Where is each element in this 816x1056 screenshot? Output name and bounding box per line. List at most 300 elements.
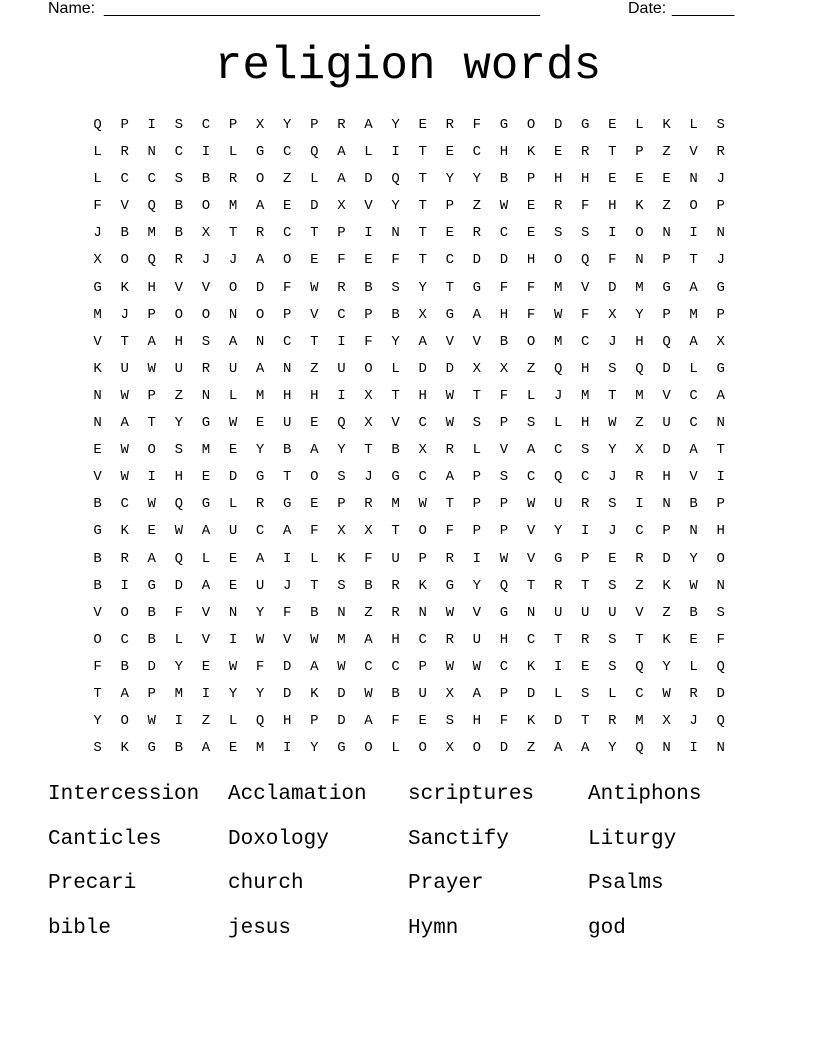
grid-letter[interactable]: B bbox=[391, 442, 400, 459]
grid-letter[interactable]: W bbox=[174, 523, 184, 540]
grid-letter[interactable]: W bbox=[445, 415, 454, 432]
grid-letter[interactable]: U bbox=[255, 577, 265, 594]
grid-letter[interactable]: E bbox=[608, 117, 617, 133]
grid-letter[interactable]: V bbox=[689, 144, 698, 161]
grid-letter[interactable]: O bbox=[526, 333, 536, 350]
grid-letter[interactable]: W bbox=[364, 685, 373, 702]
grid-letter[interactable]: A bbox=[553, 740, 563, 757]
grid-letter[interactable]: I bbox=[364, 225, 373, 242]
grid-letter[interactable]: J bbox=[608, 333, 617, 350]
grid-letter[interactable]: N bbox=[418, 604, 427, 621]
grid-letter[interactable]: O bbox=[93, 631, 102, 648]
grid-letter[interactable]: W bbox=[472, 658, 482, 675]
grid-letter[interactable]: O bbox=[201, 306, 211, 323]
grid-letter[interactable]: V bbox=[635, 604, 644, 621]
grid-letter[interactable]: T bbox=[445, 279, 454, 296]
grid-letter[interactable]: E bbox=[526, 198, 536, 215]
grid-letter[interactable]: F bbox=[174, 604, 184, 621]
grid-letter[interactable]: D bbox=[174, 577, 184, 594]
grid-letter[interactable]: T bbox=[120, 333, 129, 350]
grid-letter[interactable]: Y bbox=[553, 523, 563, 540]
grid-letter[interactable]: F bbox=[391, 713, 400, 730]
grid-letter[interactable]: X bbox=[337, 523, 346, 540]
grid-letter[interactable]: G bbox=[147, 577, 156, 594]
grid-letter[interactable]: Q bbox=[337, 415, 346, 432]
grid-letter[interactable]: A bbox=[526, 442, 536, 459]
grid-letter[interactable]: N bbox=[255, 333, 265, 350]
grid-letter[interactable]: D bbox=[716, 685, 725, 702]
grid-letter[interactable]: S bbox=[608, 360, 617, 377]
grid-letter[interactable]: D bbox=[608, 279, 617, 296]
grid-letter[interactable]: T bbox=[310, 225, 319, 242]
grid-letter[interactable]: D bbox=[283, 658, 292, 675]
grid-letter[interactable]: N bbox=[716, 415, 725, 432]
grid-letter[interactable]: M bbox=[553, 279, 563, 296]
grid-letter[interactable]: Z bbox=[662, 198, 671, 215]
grid-letter[interactable]: T bbox=[418, 171, 427, 188]
grid-letter[interactable]: R bbox=[255, 225, 265, 242]
grid-letter[interactable]: B bbox=[310, 604, 319, 621]
grid-letter[interactable]: Y bbox=[689, 550, 698, 567]
grid-letter[interactable]: G bbox=[283, 496, 292, 513]
grid-letter[interactable]: T bbox=[283, 469, 292, 486]
grid-letter[interactable]: Z bbox=[201, 713, 211, 730]
grid-letter[interactable]: C bbox=[283, 333, 292, 350]
grid-letter[interactable]: H bbox=[147, 279, 156, 296]
grid-letter[interactable]: Y bbox=[608, 442, 617, 459]
grid-letter[interactable]: P bbox=[120, 117, 129, 133]
grid-letter[interactable]: R bbox=[364, 496, 373, 513]
grid-letter[interactable]: M bbox=[147, 225, 156, 242]
grid-letter[interactable]: P bbox=[364, 306, 373, 323]
grid-letter[interactable]: W bbox=[553, 306, 563, 323]
grid-letter[interactable]: A bbox=[716, 387, 725, 404]
grid-letter[interactable]: O bbox=[310, 469, 319, 486]
grid-letter[interactable]: M bbox=[391, 496, 400, 513]
grid-letter[interactable]: Q bbox=[174, 496, 184, 513]
grid-letter[interactable]: N bbox=[337, 604, 346, 621]
grid-letter[interactable]: D bbox=[228, 469, 238, 486]
grid-letter[interactable]: D bbox=[662, 360, 671, 377]
grid-letter[interactable]: P bbox=[472, 496, 482, 513]
grid-letter[interactable]: B bbox=[93, 577, 102, 594]
grid-letter[interactable]: E bbox=[228, 740, 238, 757]
grid-letter[interactable]: W bbox=[526, 496, 536, 513]
grid-letter[interactable]: H bbox=[526, 252, 536, 269]
grid-letter[interactable]: T bbox=[147, 415, 156, 432]
grid-letter[interactable]: Z bbox=[635, 577, 644, 594]
grid-letter[interactable]: W bbox=[255, 631, 265, 648]
grid-letter[interactable]: D bbox=[255, 279, 265, 296]
grid-letter[interactable]: N bbox=[716, 225, 725, 242]
grid-letter[interactable]: C bbox=[635, 523, 644, 540]
grid-letter[interactable]: W bbox=[147, 496, 156, 513]
grid-letter[interactable]: S bbox=[174, 171, 184, 188]
grid-letter[interactable]: V bbox=[526, 550, 536, 567]
grid-letter[interactable]: K bbox=[526, 713, 536, 730]
grid-letter[interactable]: P bbox=[147, 685, 156, 702]
grid-letter[interactable]: S bbox=[472, 415, 482, 432]
grid-letter[interactable]: P bbox=[662, 306, 671, 323]
grid-letter[interactable]: P bbox=[418, 658, 427, 675]
grid-letter[interactable]: W bbox=[228, 415, 238, 432]
grid-letter[interactable]: E bbox=[364, 252, 373, 269]
grid-letter[interactable]: V bbox=[526, 523, 536, 540]
grid-letter[interactable]: R bbox=[553, 198, 563, 215]
grid-letter[interactable]: I bbox=[283, 550, 292, 567]
grid-letter[interactable]: U bbox=[337, 360, 346, 377]
grid-letter[interactable]: R bbox=[391, 604, 400, 621]
grid-letter[interactable]: L bbox=[228, 713, 238, 730]
grid-letter[interactable]: F bbox=[526, 279, 536, 296]
grid-letter[interactable]: X bbox=[418, 306, 427, 323]
grid-letter[interactable]: R bbox=[581, 631, 590, 648]
grid-letter[interactable]: T bbox=[689, 252, 698, 269]
grid-letter[interactable]: Q bbox=[553, 360, 563, 377]
grid-letter[interactable]: I bbox=[581, 523, 590, 540]
grid-letter[interactable]: E bbox=[228, 577, 238, 594]
grid-letter[interactable]: U bbox=[283, 415, 292, 432]
grid-letter[interactable]: A bbox=[364, 117, 373, 133]
grid-letter[interactable]: X bbox=[662, 713, 671, 730]
grid-letter[interactable]: P bbox=[499, 415, 509, 432]
grid-letter[interactable]: K bbox=[120, 279, 129, 296]
grid-letter[interactable]: I bbox=[689, 225, 698, 242]
grid-letter[interactable]: C bbox=[418, 469, 427, 486]
grid-letter[interactable]: I bbox=[391, 144, 400, 161]
grid-letter[interactable]: R bbox=[445, 550, 454, 567]
grid-letter[interactable]: R bbox=[445, 117, 454, 133]
grid-letter[interactable]: U bbox=[120, 360, 129, 377]
grid-letter[interactable]: P bbox=[147, 387, 156, 404]
grid-letter[interactable]: T bbox=[418, 144, 427, 161]
grid-letter[interactable]: N bbox=[716, 740, 725, 757]
grid-letter[interactable]: D bbox=[310, 198, 319, 215]
grid-letter[interactable]: Q bbox=[310, 144, 319, 161]
grid-letter[interactable]: W bbox=[418, 496, 427, 513]
grid-letter[interactable]: A bbox=[418, 333, 427, 350]
grid-letter[interactable]: T bbox=[526, 577, 536, 594]
grid-letter[interactable]: U bbox=[228, 523, 238, 540]
grid-letter[interactable]: T bbox=[391, 523, 400, 540]
grid-letter[interactable]: U bbox=[418, 685, 427, 702]
grid-letter[interactable]: A bbox=[364, 713, 373, 730]
grid-letter[interactable]: J bbox=[201, 252, 211, 269]
grid-letter[interactable]: F bbox=[526, 306, 536, 323]
grid-letter[interactable]: F bbox=[364, 333, 373, 350]
grid-letter[interactable]: G bbox=[662, 279, 671, 296]
grid-letter[interactable]: A bbox=[689, 442, 698, 459]
grid-letter[interactable]: H bbox=[581, 360, 590, 377]
grid-letter[interactable]: L bbox=[635, 117, 644, 133]
grid-letter[interactable]: W bbox=[120, 387, 129, 404]
grid-letter[interactable]: Q bbox=[255, 713, 265, 730]
grid-letter[interactable]: N bbox=[662, 496, 671, 513]
grid-letter[interactable]: L bbox=[364, 144, 373, 161]
grid-letter[interactable]: F bbox=[445, 523, 454, 540]
grid-letter[interactable]: V bbox=[93, 469, 102, 486]
grid-letter[interactable]: O bbox=[201, 198, 211, 215]
grid-letter[interactable]: T bbox=[93, 685, 102, 702]
grid-letter[interactable]: O bbox=[553, 252, 563, 269]
grid-letter[interactable]: N bbox=[201, 387, 211, 404]
grid-letter[interactable]: C bbox=[526, 469, 536, 486]
grid-letter[interactable]: A bbox=[255, 198, 265, 215]
grid-letter[interactable]: A bbox=[228, 333, 238, 350]
grid-letter[interactable]: X bbox=[472, 360, 482, 377]
grid-letter[interactable]: P bbox=[581, 550, 590, 567]
grid-letter[interactable]: O bbox=[283, 252, 292, 269]
grid-letter[interactable]: T bbox=[364, 442, 373, 459]
grid-letter[interactable]: R bbox=[472, 225, 482, 242]
grid-letter[interactable]: B bbox=[93, 550, 102, 567]
grid-letter[interactable]: I bbox=[337, 333, 346, 350]
grid-letter[interactable]: P bbox=[310, 117, 319, 133]
grid-letter[interactable]: Q bbox=[716, 658, 725, 675]
grid-letter[interactable]: K bbox=[662, 631, 671, 648]
grid-letter[interactable]: P bbox=[716, 198, 725, 215]
grid-letter[interactable]: C bbox=[337, 306, 346, 323]
grid-letter[interactable]: B bbox=[174, 740, 184, 757]
grid-letter[interactable]: S bbox=[608, 577, 617, 594]
grid-letter[interactable]: H bbox=[635, 333, 644, 350]
grid-letter[interactable]: B bbox=[499, 171, 509, 188]
grid-letter[interactable]: P bbox=[716, 306, 725, 323]
grid-letter[interactable]: N bbox=[228, 306, 238, 323]
grid-letter[interactable]: F bbox=[283, 604, 292, 621]
grid-letter[interactable]: V bbox=[689, 469, 698, 486]
grid-letter[interactable]: B bbox=[147, 604, 156, 621]
grid-letter[interactable]: D bbox=[337, 713, 346, 730]
grid-letter[interactable]: T bbox=[418, 198, 427, 215]
grid-letter[interactable]: J bbox=[689, 713, 698, 730]
grid-letter[interactable]: N bbox=[689, 171, 698, 188]
grid-letter[interactable]: T bbox=[608, 387, 617, 404]
grid-letter[interactable]: P bbox=[635, 144, 644, 161]
grid-letter[interactable]: G bbox=[445, 306, 454, 323]
grid-letter[interactable]: D bbox=[472, 252, 482, 269]
grid-letter[interactable]: H bbox=[499, 144, 509, 161]
grid-letter[interactable]: O bbox=[526, 117, 536, 133]
grid-letter[interactable]: X bbox=[93, 252, 102, 269]
grid-letter[interactable]: B bbox=[364, 279, 373, 296]
grid-letter[interactable]: M bbox=[581, 387, 590, 404]
grid-letter[interactable]: B bbox=[201, 171, 211, 188]
grid-letter[interactable]: E bbox=[581, 658, 590, 675]
grid-letter[interactable]: P bbox=[472, 469, 482, 486]
grid-letter[interactable]: F bbox=[283, 279, 292, 296]
grid-letter[interactable]: I bbox=[201, 685, 211, 702]
grid-letter[interactable]: Z bbox=[472, 198, 482, 215]
grid-letter[interactable]: H bbox=[391, 631, 400, 648]
grid-letter[interactable]: C bbox=[255, 523, 265, 540]
grid-letter[interactable]: R bbox=[391, 577, 400, 594]
grid-letter[interactable]: F bbox=[93, 658, 102, 675]
grid-letter[interactable]: C bbox=[283, 225, 292, 242]
grid-letter[interactable]: H bbox=[283, 387, 292, 404]
grid-letter[interactable]: K bbox=[662, 577, 671, 594]
grid-letter[interactable]: C bbox=[581, 333, 590, 350]
grid-letter[interactable]: A bbox=[337, 171, 346, 188]
grid-letter[interactable]: L bbox=[391, 360, 400, 377]
grid-letter[interactable]: Y bbox=[337, 442, 346, 459]
grid-letter[interactable]: Y bbox=[255, 685, 265, 702]
grid-letter[interactable]: E bbox=[553, 144, 563, 161]
grid-letter[interactable]: K bbox=[526, 658, 536, 675]
grid-letter[interactable]: H bbox=[174, 333, 184, 350]
grid-letter[interactable]: S bbox=[445, 713, 454, 730]
grid-letter[interactable]: Q bbox=[499, 577, 509, 594]
grid-letter[interactable]: X bbox=[201, 225, 211, 242]
grid-letter[interactable]: C bbox=[581, 469, 590, 486]
grid-letter[interactable]: E bbox=[93, 442, 102, 459]
grid-letter[interactable]: N bbox=[689, 523, 698, 540]
grid-letter[interactable]: N bbox=[391, 225, 400, 242]
grid-letter[interactable]: A bbox=[310, 658, 319, 675]
grid-letter[interactable]: J bbox=[608, 523, 617, 540]
grid-letter[interactable]: Y bbox=[662, 658, 671, 675]
grid-letter[interactable]: W bbox=[310, 631, 319, 648]
grid-letter[interactable]: P bbox=[499, 496, 509, 513]
grid-letter[interactable]: I bbox=[147, 469, 156, 486]
grid-letter[interactable]: N bbox=[662, 740, 671, 757]
grid-letter[interactable]: O bbox=[716, 550, 725, 567]
grid-letter[interactable]: O bbox=[255, 171, 265, 188]
grid-letter[interactable]: G bbox=[337, 740, 346, 757]
grid-letter[interactable]: B bbox=[93, 496, 102, 513]
grid-letter[interactable]: H bbox=[418, 387, 427, 404]
grid-letter[interactable]: W bbox=[228, 658, 238, 675]
grid-letter[interactable]: E bbox=[608, 171, 617, 188]
grid-letter[interactable]: A bbox=[472, 306, 482, 323]
grid-letter[interactable]: F bbox=[581, 306, 590, 323]
grid-letter[interactable]: O bbox=[418, 523, 427, 540]
grid-letter[interactable]: Z bbox=[364, 604, 373, 621]
grid-letter[interactable]: M bbox=[174, 685, 184, 702]
grid-letter[interactable]: E bbox=[635, 171, 644, 188]
grid-letter[interactable]: Y bbox=[418, 279, 427, 296]
grid-letter[interactable]: P bbox=[662, 252, 671, 269]
grid-letter[interactable]: V bbox=[201, 604, 211, 621]
grid-letter[interactable]: C bbox=[635, 685, 644, 702]
grid-letter[interactable]: P bbox=[228, 117, 238, 133]
grid-letter[interactable]: E bbox=[608, 550, 617, 567]
grid-letter[interactable]: P bbox=[716, 496, 725, 513]
grid-letter[interactable]: O bbox=[228, 279, 238, 296]
grid-letter[interactable]: W bbox=[608, 415, 617, 432]
grid-letter[interactable]: O bbox=[418, 740, 427, 757]
grid-letter[interactable]: B bbox=[364, 577, 373, 594]
grid-letter[interactable]: L bbox=[93, 144, 102, 161]
grid-letter[interactable]: S bbox=[337, 469, 346, 486]
grid-letter[interactable]: H bbox=[662, 469, 671, 486]
grid-letter[interactable]: R bbox=[120, 550, 129, 567]
grid-letter[interactable]: T bbox=[581, 577, 590, 594]
grid-letter[interactable]: R bbox=[120, 144, 129, 161]
grid-letter[interactable]: G bbox=[93, 279, 102, 296]
grid-letter[interactable]: P bbox=[662, 523, 671, 540]
grid-letter[interactable]: E bbox=[418, 117, 427, 133]
grid-letter[interactable]: E bbox=[255, 415, 265, 432]
grid-letter[interactable]: X bbox=[635, 442, 644, 459]
grid-letter[interactable]: V bbox=[174, 279, 184, 296]
grid-letter[interactable]: A bbox=[689, 333, 698, 350]
grid-letter[interactable]: W bbox=[689, 577, 698, 594]
grid-letter[interactable]: G bbox=[499, 117, 509, 133]
grid-letter[interactable]: W bbox=[445, 387, 454, 404]
grid-letter[interactable]: A bbox=[283, 523, 292, 540]
grid-letter[interactable]: K bbox=[662, 117, 671, 133]
grid-letter[interactable]: V bbox=[201, 631, 211, 648]
grid-letter[interactable]: C bbox=[283, 144, 292, 161]
grid-letter[interactable]: K bbox=[337, 550, 346, 567]
grid-letter[interactable]: M bbox=[201, 442, 211, 459]
grid-letter[interactable]: U bbox=[553, 604, 563, 621]
grid-letter[interactable]: A bbox=[147, 333, 156, 350]
grid-letter[interactable]: U bbox=[472, 631, 482, 648]
grid-letter[interactable]: F bbox=[499, 279, 509, 296]
grid-letter[interactable]: F bbox=[93, 198, 102, 215]
grid-letter[interactable]: D bbox=[418, 360, 427, 377]
grid-letter[interactable]: A bbox=[255, 550, 265, 567]
grid-letter[interactable]: F bbox=[255, 658, 265, 675]
grid-letter[interactable]: D bbox=[283, 685, 292, 702]
grid-letter[interactable]: T bbox=[716, 442, 725, 459]
grid-letter[interactable]: C bbox=[174, 144, 184, 161]
grid-letter[interactable]: J bbox=[228, 252, 238, 269]
grid-letter[interactable]: Y bbox=[255, 442, 265, 459]
grid-letter[interactable]: O bbox=[147, 442, 156, 459]
grid-letter[interactable]: T bbox=[553, 631, 563, 648]
grid-letter[interactable]: C bbox=[147, 171, 156, 188]
grid-letter[interactable]: S bbox=[581, 225, 590, 242]
grid-letter[interactable]: K bbox=[120, 523, 129, 540]
grid-letter[interactable]: U bbox=[391, 550, 400, 567]
grid-letter[interactable]: Z bbox=[283, 171, 292, 188]
grid-letter[interactable]: X bbox=[445, 740, 454, 757]
grid-letter[interactable]: M bbox=[228, 198, 238, 215]
grid-letter[interactable]: S bbox=[526, 415, 536, 432]
grid-letter[interactable]: E bbox=[445, 144, 454, 161]
grid-letter[interactable]: L bbox=[526, 387, 536, 404]
grid-letter[interactable]: L bbox=[310, 171, 319, 188]
grid-letter[interactable]: M bbox=[635, 713, 644, 730]
grid-letter[interactable]: S bbox=[337, 577, 346, 594]
grid-letter[interactable]: K bbox=[93, 360, 102, 377]
grid-letter[interactable]: Y bbox=[255, 604, 265, 621]
grid-letter[interactable]: L bbox=[689, 658, 698, 675]
grid-letter[interactable]: T bbox=[310, 577, 319, 594]
grid-letter[interactable]: M bbox=[255, 740, 265, 757]
grid-letter[interactable]: E bbox=[228, 442, 238, 459]
grid-letter[interactable]: Q bbox=[662, 333, 671, 350]
grid-letter[interactable]: X bbox=[445, 685, 454, 702]
grid-letter[interactable]: P bbox=[337, 225, 346, 242]
grid-letter[interactable]: T bbox=[418, 252, 427, 269]
grid-letter[interactable]: N bbox=[662, 225, 671, 242]
grid-letter[interactable]: R bbox=[445, 631, 454, 648]
grid-letter[interactable]: Y bbox=[310, 740, 319, 757]
grid-letter[interactable]: C bbox=[472, 144, 482, 161]
grid-letter[interactable]: C bbox=[201, 117, 211, 133]
grid-letter[interactable]: V bbox=[201, 279, 211, 296]
grid-letter[interactable]: W bbox=[499, 550, 509, 567]
grid-letter[interactable]: Y bbox=[228, 685, 238, 702]
grid-letter[interactable]: S bbox=[174, 442, 184, 459]
grid-letter[interactable]: S bbox=[608, 496, 617, 513]
grid-letter[interactable]: I bbox=[120, 577, 129, 594]
grid-letter[interactable]: H bbox=[472, 713, 482, 730]
